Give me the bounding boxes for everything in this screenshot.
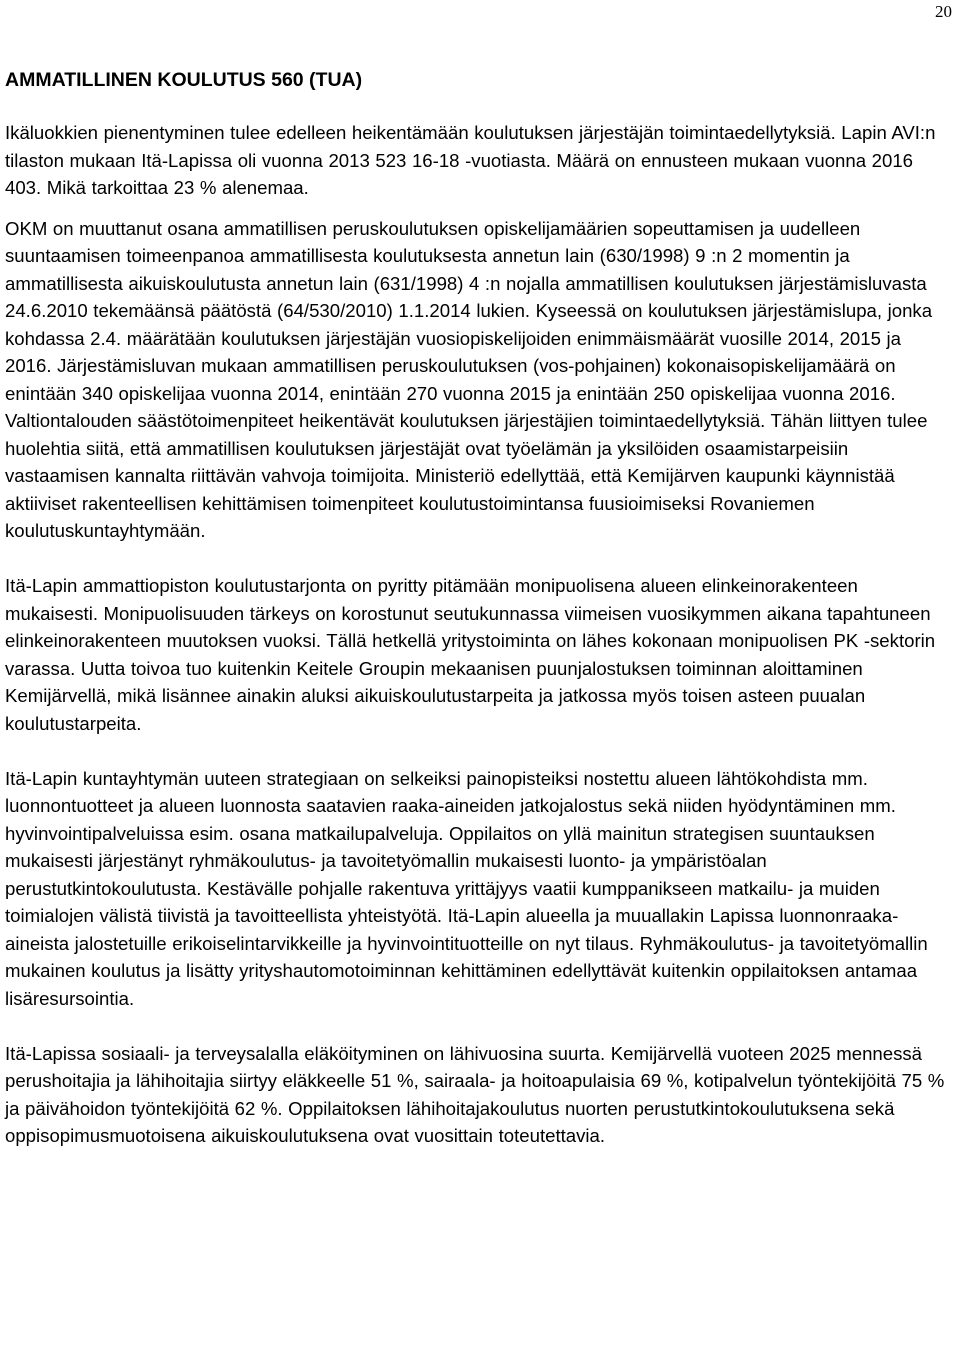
document-body [5, 119, 950, 1150]
section-heading: AMMATILLINEN KOULUTUS 560 (TUA) [5, 69, 363, 91]
paragraph-institute-offering: Itä-Lapin ammattiopiston koulutustarjonta on pyritty pitämään monipuolisena alueen elinkeinorakenteen mukaisesti. Monipuolisuuden tärkeys on korostunut seutukunnassa viimeisen vuosikymmen aikana tapahtuneen elinkeinorakenteen muutoksen vuoksi. Tällä hetkellä yritystoiminta on lähes kokonaan monipuolisen PK -sektorin varassa. Uutta toivoa tuo kuitenkin Keitele Groupin mekaanisen puunjalostuksen toiminnan aloittaminen Kemijärvellä, mikä lisännee ainakin aluksi aikuiskoulutustarpeita ja jatkossa myös toisen asteen puualan koulutustarpeita. [5, 575, 936, 734]
paragraph-okm-decision: OKM on muuttanut osana ammatillisen peruskoulutuksen opiskelijamäärien sopeuttamisen ja uudelleen suuntaamisen toimeenpanoa ammatillisesta koulutuksesta annetun lain (630/1998) 9 :n 2 momentin ja ammatillisesta aikuiskoulutusta annetun lain (631/1998) 4 :n nojalla ammatillisen koulutuksen järjestämisluvasta 24.6.2010 tekemäänsä päätöstä (64/530/2010) 1.1.2014 lukien. Kyseessä on koulutuksen järjestämislupa, jonka kohdassa 2.4. määrätään koulutuksen järjestäjän vuosiopiskelijoiden enimmäismäärät vuosille 2014, 2015 ja 2016. Järjestämisluvan mukaan ammatillisen peruskoulutuksen (vos-pohjainen) kokonaisopiskelijamäärä on enintään 340 opiskelijaa vuonna 2014, enintään 270 vuonna 2015 ja enintään 250 opiskelijaa vuonna 2016. [5, 217, 933, 404]
paragraph-strategy: Itä-Lapin kuntayhtymän uuteen strategiaan on selkeiksi painopisteiksi nostettu alueen lähtökohdista mm. luonnontuotteet ja alueen luonnosta saatavien raaka-aineiden jatkojalostus sekä niiden hyödyntäminen mm. hyvinvointipalveluissa esim. osana matkailupalveluja. Oppilaitos on yllä mainitun strategisen suuntauksen mukaisesti järjestänyt ryhmäkoulutus- ja tavoitetyömallin mukaisesti luonto- ja ympäristöalan perustutkintokoulutusta. Kestävälle pohjalle rakentuva yrittäjyys vaatii kumppanikseen matkailu- ja muiden toimialojen välistä tiivistä ja tavoitteellista yhteistyötä. Itä-Lapin alueella ja muuallakin Lapissa luonnonraaka-aineista jalostetuille erikoiselintarvikkeille ja hyvinvointituotteille on nyt tilaus. Ryhmäkoulutus- ja tavoitetyömallin mukainen koulutus ja lisätty yrityshautomotoiminnan kehittäminen edellyttävät kuitenkin oppilaitoksen antamaa lisäresursointia. [5, 767, 928, 1009]
paragraph-intro: Ikäluokkien pienentyminen tulee edelleen heikentämään koulutuksen järjestäjän toimintaedellytyksiä. Lapin AVI:n tilaston mukaan Itä-Lapissa oli vuonna 2013 523 16-18 -vuotiasta. Määrä on ennusteen mukaan vuonna 2016 403. Mikä tarkoittaa 23 % alenemaa. [5, 122, 936, 198]
paragraph-state-savings: Valtiontalouden säästötoimenpiteet heikentävät koulutuksen järjestäjien toimintaedellytyksiä. Tähän liittyen tulee huolehtia siitä, että ammatillisen koulutuksen järjestäjät ovat työelämän ja yksilöiden osaamistarpeisiin vastaamisen kannalta riittävän vahvoja toimijoita. Ministeriö edellyttää, että Kemijärven kaupunki käynnistää aktiiviset rakenteellisen kehittämisen toimenpiteet koulutustoimintansa fuusioimiseksi Rovaniemen koulutuskuntayhtymään. [5, 410, 928, 541]
page-number: 20 [935, 2, 952, 21]
paragraph-social-health: Itä-Lapissa sosiaali- ja terveysalalla eläköityminen on lähivuosina suurta. Kemijärvellä vuoteen 2025 mennessä perushoitajia ja lähihoitajia siirtyy eläkkeelle 51 %, sairaala- ja hoitoapulaisia 69 %, kotipalvelun työntekijöitä 75 % ja päivähoidon työntekijöitä 62 %. Oppilaitoksen lähihoitajakoulutus nuorten perustutkintokoulutuksena sekä oppisopimusmuotoisena aikuiskoulutuksena ovat vuosittain toteutettavia. [5, 1042, 945, 1146]
